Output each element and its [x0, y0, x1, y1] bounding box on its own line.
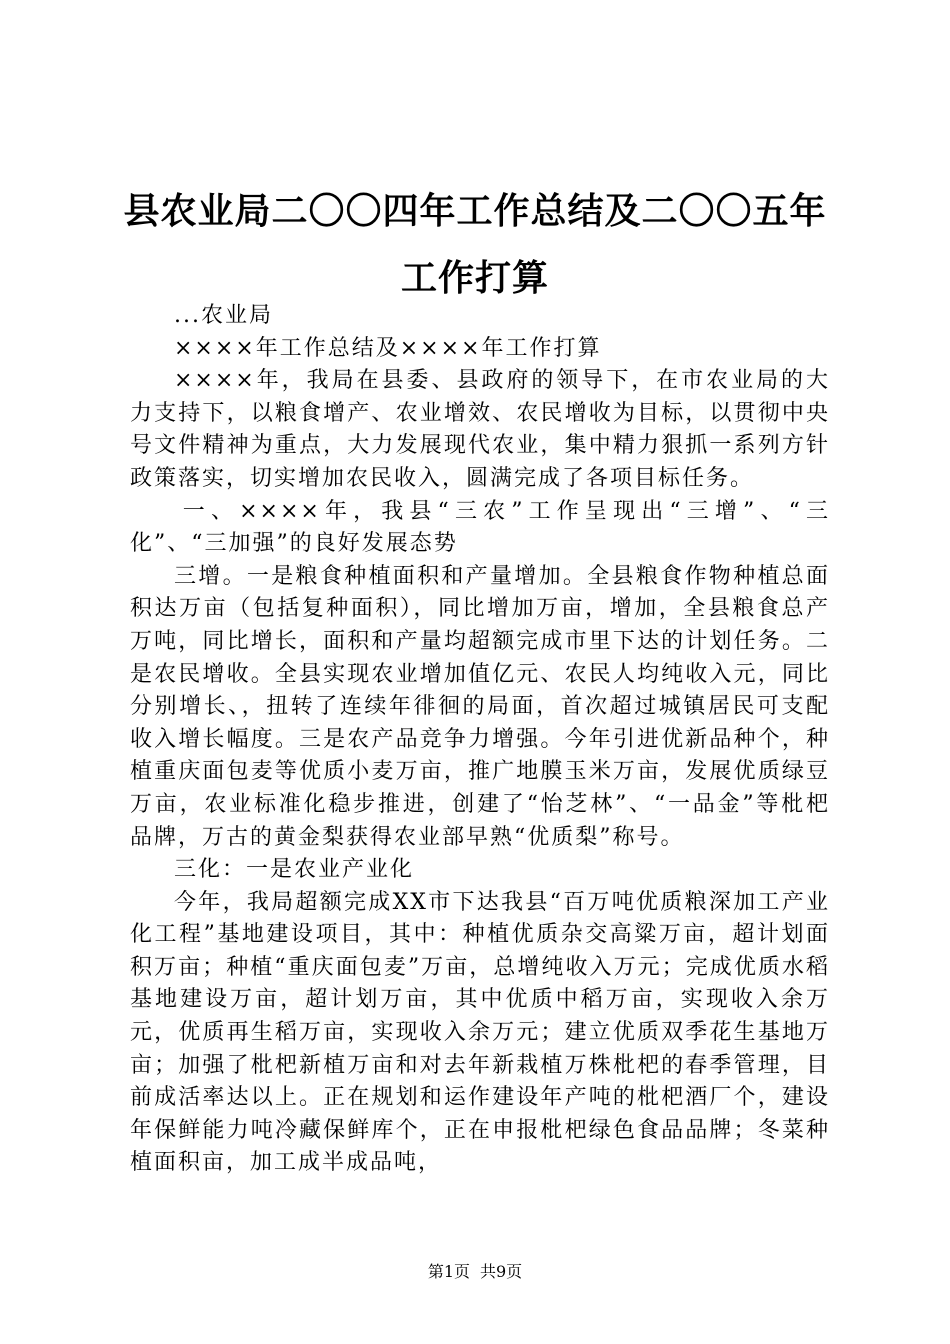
- page-total: 共9页: [480, 1262, 523, 1281]
- paragraph-intro: ××××年，我局在县委、县政府的领导下，在市农业局的大力支持下，以粮食增产、农业增效、农民增收为目标，以贯彻中央号文件精神为重点，大力发展现代农业，集中精力狠抓一系列方针政策落实，切实增加农民收入，圆满完成了各项目标任务。: [130, 368, 830, 491]
- document-title: 县农业局二〇〇四年工作总结及二〇〇五年工作打算: [123, 190, 827, 299]
- paragraph-issuer: ...农业局: [174, 303, 273, 328]
- paragraph-three-increases: 三增。一是粮食种植面积和产量增加。全县粮食作物种植总面积达万亩（包括复种面积），同比增加万亩，增加，全县粮食总产万吨，同比增长，面积和产量均超额完成市里下达的计划任务。二是农民增收。全县实现农业增加值亿元、农民人均纯收入元，同比分别增长、，扭转了连续年徘徊的局面，首次超过城镇居民可支配收入增长幅度。三是农产品竞争力增强。今年引进优新品种个，种植重庆面包麦等优质小麦万亩，推广地膜玉米万亩，发展优质绿豆万亩，农业标准化稳步推进，创建了“怡芝林”、“一品金”等枇杷品牌，万古的黄金梨获得农业部早熟“优质梨”称号。: [130, 563, 830, 850]
- paragraph-three-transformations: 三化：一是农业产业化: [174, 857, 415, 883]
- page-footer: [0, 1262, 950, 1282]
- paragraph-industrialization: 今年，我局超额完成XX市下达我县“百万吨优质粮深加工产业化工程”基地建设项目，其中：种植优质杂交高粱万亩，超计划面积万亩；种植“重庆面包麦”万亩，总增纯收入万元；完成优质水稻基地建设万亩，超计划万亩，其中优质中稻万亩，实现收入余万元，优质再生稻万亩，实现收入余万元；建立优质双季花生基地万亩；加强了枇杷新植万亩和对去年新栽植万株枇杷的春季管理，目前成活率达以上。正在规划和运作建设年产吨的枇杷酒厂个，建设年保鲜能力吨冷藏保鲜库个，正在申报枇杷绿色食品品牌；冬菜种植面积亩，加工成半成品吨，: [130, 889, 830, 1176]
- paragraph-subtitle: ××××年工作总结及××××年工作打算: [174, 335, 602, 361]
- page-number: 第1页: [427, 1262, 470, 1281]
- document-body: [130, 300, 830, 1180]
- section-heading-one: 一、××××年，我县“三农”工作呈现出“三增”、“三化”、“三加强”的良好发展态势: [130, 498, 830, 557]
